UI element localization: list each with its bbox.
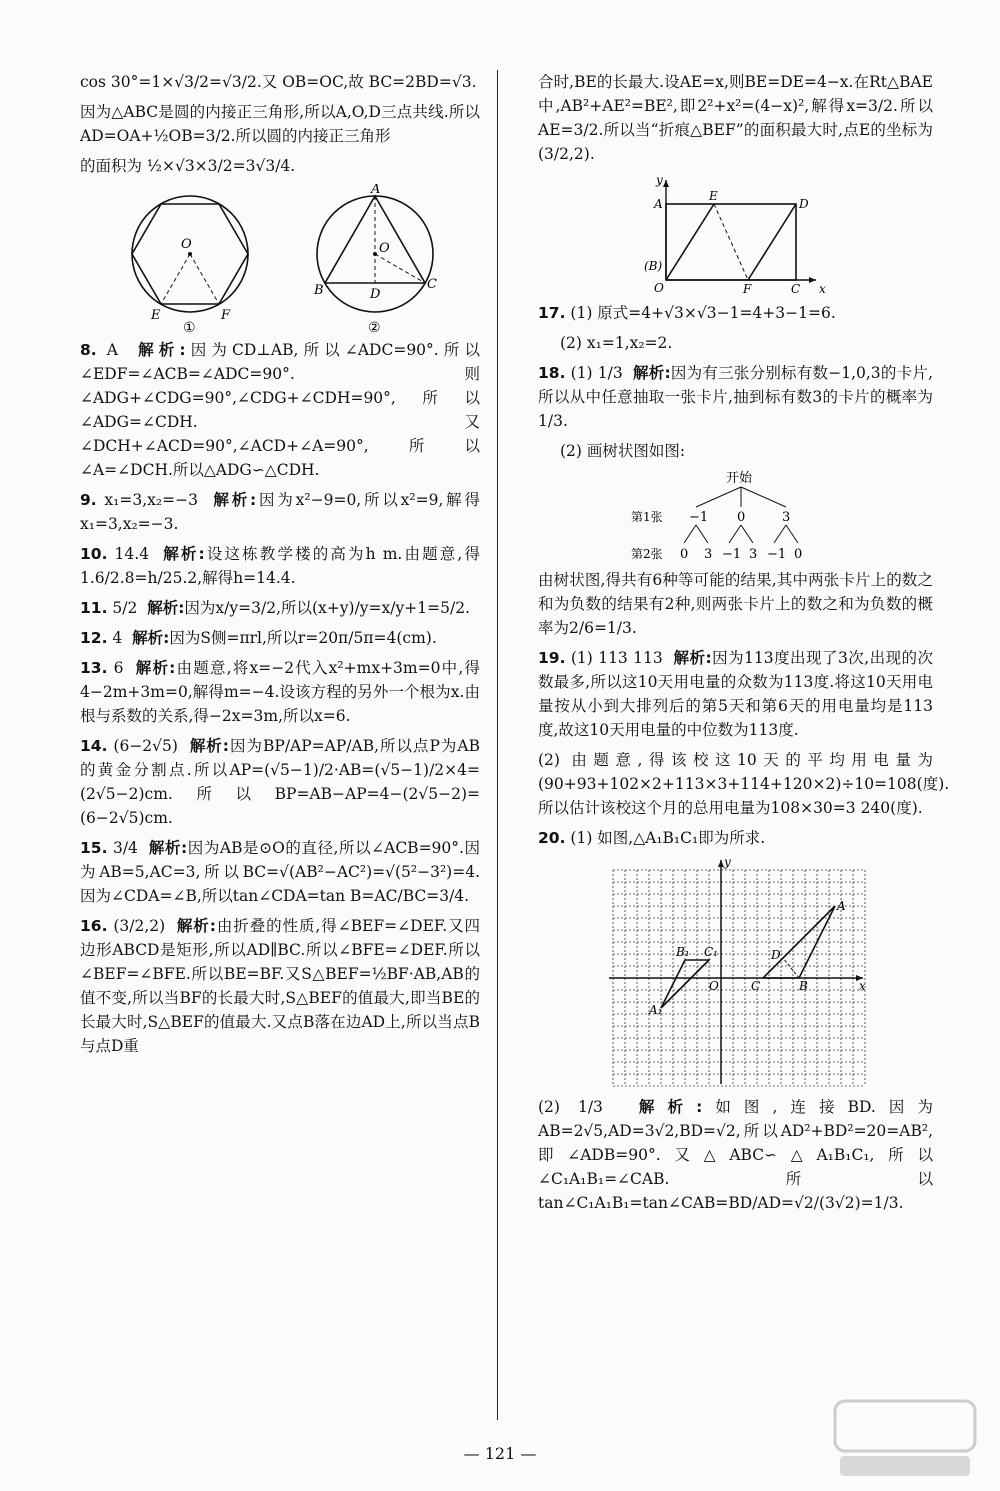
tree-l2-3: 3 [748,547,757,563]
watermark-logo [830,1396,980,1481]
label-e: E [151,308,161,324]
label-o1: O [181,237,192,253]
tree-l1-2: 3 [781,510,790,526]
q11: 11. 5/2 解析:因为x/y=3/2,所以(x+y)/y=x/y+1=5/2. [80,599,470,618]
label-y: y [723,856,731,870]
circle-figures [115,184,445,334]
q9: 9. x₁=3,x₂=−3 解析:因为x²−9=0,所以x²=9,解得x₁=3,x₂=−3. [80,491,480,534]
q12: 12. 4 解析:因为S侧=πrl,所以r=20π/5π=4(cm). [80,629,437,648]
tree-row1-label: 第1张 [630,510,663,525]
q16-continuation: 合时,BE的长最大.设AE=x,则BE=DE=4−x.在Rt△BAE中,AB²+AE²=BE²,即2²+x²=(4−x)²,解得x=3/2.所以AE=3/2.所以当“折痕△BEF”的面积最大时,点E的坐标为(3/2,2). [538,73,933,164]
label-a: A [836,899,846,914]
grid-figure [601,856,871,1091]
label-b: B [798,979,808,994]
label-d2: D [370,287,381,303]
tree-l2-4: −1 [766,547,786,563]
q8: 8. A 解析:因为CD⊥AB,所以∠ADC=90°.所以∠EDF=∠ACB=∠ADC=90°.则∠ADG+∠CDG=90°,∠CDG+∠CDH=90°,所以∠ADG=∠CDH.又∠DCH+∠ACD=90°,∠ACD+∠A=90°,所以∠A=∠DCH.所以△ADG∽△CDH. [80,341,481,480]
tree-l1-1: 0 [736,510,745,526]
tree-l2-1: 3 [703,547,712,563]
q17-1: 17. (1) 原式=4+√3×√3−1=4+3−1=6. [538,304,836,323]
label-a: A [653,197,663,212]
q7-continuation-2: 因为△ABC是圆的内接正三角形,所以A,O,D三点共线.所以 AD=OA+½OB=3/2.所以圆的内接正三角形 [80,103,480,146]
q10: 10. 14.4 解析:设这栋教学楼的高为h m.由题意,得1.6/2.8=h/25.2,解得h=14.4. [80,545,481,588]
q13: 13. 6 解析:由题意,将x=−2代入x²+mx+3m=0中,得4−2m+3m=0,解得m=−4.设该方程的另外一个根为x.由根与系数的关系,得−2x=3m,所以x=6. [80,659,480,726]
tree-row2-label: 第2张 [630,547,663,562]
q18-2: (2) 画树状图如图: [560,442,686,461]
label-e: E [708,189,718,204]
figure-hexagon [132,196,248,334]
label-f: F [221,308,231,324]
label-c: C [750,979,760,994]
q15: 15. 3/4 解析:因为AB是⊙O的直径,所以∠ACB=90°.因为AB=5,AC=3,所以BC=√(AB²−AC²)=√(5²−3²)=4.因为∠CDA=∠B,所以tan∠CDA=tan B=AC/BC=3/4. [80,839,481,906]
left-column [80,70,480,1065]
label-c2: C [427,277,437,293]
label-o: O [653,281,664,296]
tree-start: 开始 [725,471,752,487]
tree-diagram [626,469,846,564]
label-y: y [655,173,663,188]
label-o: O [708,979,719,994]
label-b: (B) [643,259,662,274]
q18-1: 18. (1) 1/3 解析:因为有三张分别标有数−1,0,3的卡片,所以从中任意抽取一张卡片,抽到标有数3的卡片的概率为1/3. [538,364,934,431]
label-d: D [798,197,809,212]
label-b1: B₁ [675,945,690,960]
label-d: D [770,948,781,963]
page-number: — 121 — [463,1444,537,1463]
q19-2: (2) 由题意,得该校这10天的平均用电量为(90+93+102×2+113×3+114+120×2)÷10=108(度).所以估计该校这个月的总用电量为108×30=3 240(度). [538,751,950,818]
label-x: x [858,979,866,994]
q19-1: 19. (1) 113 113 解析:因为113度出现了3次,出现的次数最多,所以这10天用电量的众数为113度.将这10天用电量按从小到大排列后的第5天和第6天的用电量均是113度,故这10天用电量的中位数为113度. [538,649,933,740]
label-f: F [742,282,751,297]
label-b2: B [314,283,324,299]
label-x: x [818,282,826,297]
label-a1: A₁ [648,1003,662,1018]
label-c: C [790,282,800,297]
figure-triangle [313,184,437,334]
q7-continuation-3: 的面积为 ½×√3×3/2=3√3/4. [80,157,296,176]
tree-l2-5: 0 [793,547,802,563]
tree-l2-2: −1 [721,547,741,563]
label-o2: O [379,241,390,257]
q14: 14. (6−2√5) 解析:因为BP/AP=AP/AB,所以点P为AB的黄金分割点.所以AP=(√5−1)/2·AB=(√5−1)/2×4=(2√5−2)cm.所以BP=AB−AP=4−(2√5−2)=(6−2√5)cm. [80,737,481,828]
q7-continuation-1: cos 30°=1×√3/2=√3/2.又 OB=OC,故 BC=2BD=√3. [80,73,477,91]
label-fig1-num: ① [183,320,196,335]
right-column [538,70,950,1221]
q17-2: (2) x₁=1,x₂=2. [560,334,673,353]
label-fig2-num: ② [368,320,381,335]
q20-2: (2) 1/3 解析:如图,连接BD.因为AB=2√5,AD=3√2,BD=√2,所以AD²+BD²=20=AB²,即∠ADB=90°.又△ABC∽△A₁B₁C₁,所以∠C₁A₁B₁=∠CAB.所以tan∠C₁A₁B₁=tan∠CAB=BD/AD=√2/(3√2)=1/3. [538,1098,934,1213]
label-a2: A [371,184,381,198]
q16: 16. (3/2,2) 解析:由折叠的性质,得∠BEF=∠DEF.又四边形ABCD是矩形,所以AD∥BC.所以∠BFE=∠DEF.所以∠BEF=∠BFE.所以BE=BF.又S△BEF=½BF·AB,AB的值不变,所以当BF的长最大时,S△BEF的值最大,即当BE的长最大时,S△BEF的值最大.又点B落在边AD上,所以当点B与点D重 [80,917,481,1056]
q20-1: 20. (1) 如图,△A₁B₁C₁即为所求. [538,829,766,848]
column-divider [497,70,498,1420]
tree-l2-0: 0 [679,547,688,563]
rectangle-fold-figure [636,172,836,297]
label-c1: C₁ [703,945,718,960]
q18-3: 由树状图,得共有6种等可能的结果,其中两张卡片上的数之和为负数的结果有2种,则两张卡片上的数之和为负数的概率为2/6=1/3. [538,571,933,638]
tree-l1-0: −1 [688,510,708,526]
